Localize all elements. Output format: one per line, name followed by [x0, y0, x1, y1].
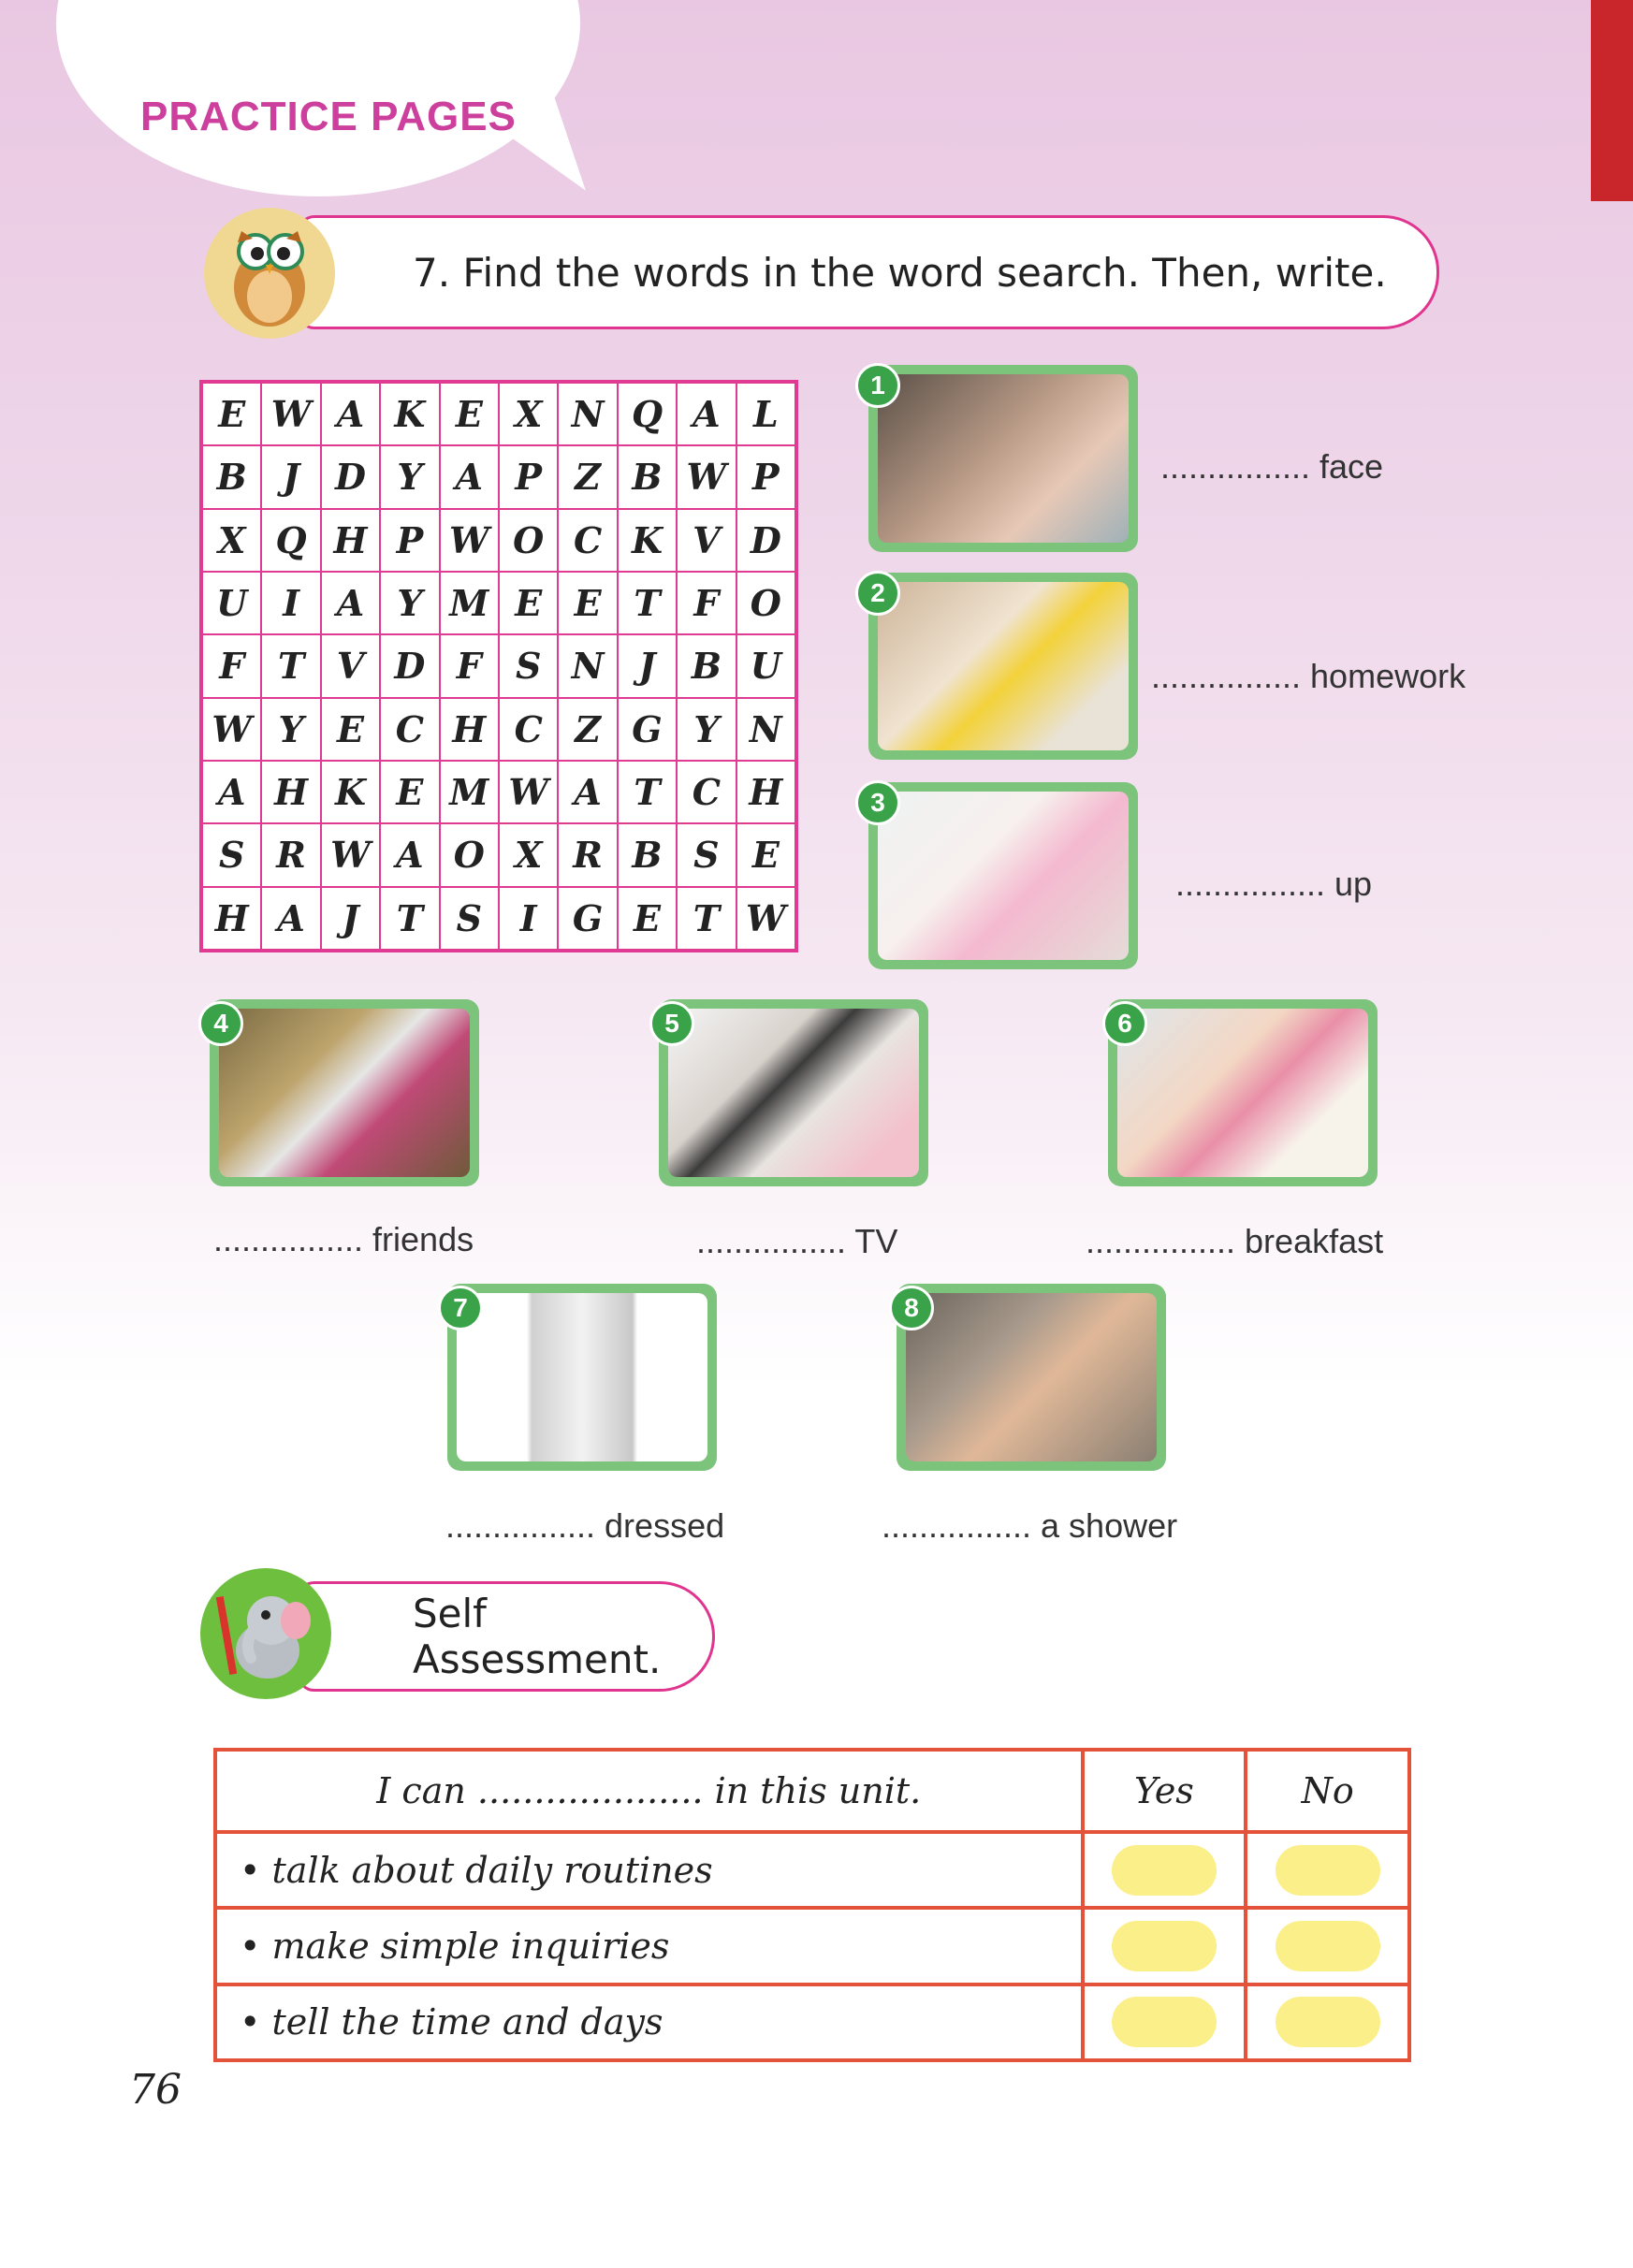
- grid-cell[interactable]: A: [380, 823, 439, 886]
- can-do-statement: • make simple inquiries: [215, 1908, 1083, 1984]
- grid-cell[interactable]: N: [558, 383, 617, 445]
- word-search-grid: [199, 380, 798, 952]
- grid-cell[interactable]: S: [202, 823, 261, 886]
- grid-cell[interactable]: V: [677, 509, 736, 572]
- grid-cell[interactable]: Y: [380, 445, 439, 508]
- grid-cell[interactable]: H: [202, 887, 261, 950]
- item-number-badge: 4: [198, 1001, 243, 1046]
- item-number-badge: 8: [889, 1286, 934, 1330]
- photo-card-5: [659, 999, 928, 1186]
- grid-cell[interactable]: S: [677, 823, 736, 886]
- photo-card-3: [868, 782, 1138, 969]
- grid-cell[interactable]: Z: [558, 445, 617, 508]
- grid-cell[interactable]: A: [677, 383, 736, 445]
- grid-cell[interactable]: C: [558, 509, 617, 572]
- photo-card-1: [868, 365, 1138, 552]
- photo-card-2: [868, 573, 1138, 760]
- grid-cell[interactable]: T: [618, 761, 677, 823]
- grid-cell[interactable]: K: [321, 761, 380, 823]
- grid-cell[interactable]: S: [499, 634, 558, 697]
- grid-cell[interactable]: M: [440, 761, 499, 823]
- caption-3: ................ up: [1175, 865, 1373, 903]
- page-title: PRACTICE PAGES: [140, 94, 517, 139]
- item-number-badge: 5: [649, 1001, 694, 1046]
- grid-cell[interactable]: W: [202, 698, 261, 761]
- girl-waking-up-photo: [878, 792, 1129, 960]
- grid-cell[interactable]: B: [618, 823, 677, 886]
- grid-cell[interactable]: A: [261, 887, 320, 950]
- task7-instruction-banner: [298, 215, 1439, 329]
- caption-7: ................ dressed: [445, 1506, 725, 1545]
- grid-cell[interactable]: Z: [558, 698, 617, 761]
- side-tab-marker: [1591, 0, 1633, 201]
- photo-card-7: [447, 1284, 717, 1471]
- grid-cell[interactable]: R: [261, 823, 320, 886]
- self-assessment-title: Self Assessment.: [413, 1591, 662, 1682]
- item-number-badge: 2: [855, 571, 900, 616]
- owl-icon: [204, 208, 335, 339]
- grid-cell[interactable]: T: [677, 887, 736, 950]
- grid-cell[interactable]: W: [677, 445, 736, 508]
- item-number-badge: 7: [438, 1286, 483, 1330]
- grid-cell[interactable]: T: [618, 572, 677, 634]
- grid-cell[interactable]: K: [380, 383, 439, 445]
- grid-cell[interactable]: B: [618, 445, 677, 508]
- grid-cell[interactable]: L: [736, 383, 795, 445]
- table-header-row: [215, 1750, 1409, 1832]
- can-do-statement: • tell the time and days: [215, 1985, 1083, 2060]
- self-assessment-banner: [298, 1581, 715, 1692]
- grid-cell[interactable]: Y: [677, 698, 736, 761]
- grid-cell[interactable]: E: [380, 761, 439, 823]
- caption-5: ................ TV: [696, 1222, 898, 1260]
- grid-cell[interactable]: X: [499, 823, 558, 886]
- grid-cell[interactable]: E: [321, 698, 380, 761]
- grid-cell[interactable]: T: [261, 634, 320, 697]
- grid-cell[interactable]: C: [499, 698, 558, 761]
- grid-cell[interactable]: Q: [618, 383, 677, 445]
- table-row: [215, 1832, 1409, 1908]
- grid-cell[interactable]: S: [440, 887, 499, 950]
- boy-taking-shower-photo: [906, 1293, 1157, 1461]
- grid-cell[interactable]: W: [499, 761, 558, 823]
- grid-cell[interactable]: V: [321, 634, 380, 697]
- grid-cell[interactable]: F: [202, 634, 261, 697]
- grid-cell[interactable]: G: [618, 698, 677, 761]
- grid-cell[interactable]: U: [736, 634, 795, 697]
- grid-cell[interactable]: W: [440, 509, 499, 572]
- grid-cell[interactable]: Q: [261, 509, 320, 572]
- grid-cell[interactable]: W: [736, 887, 795, 950]
- self-assessment-table: [213, 1748, 1411, 2062]
- grid-cell[interactable]: O: [440, 823, 499, 886]
- grid-cell[interactable]: H: [321, 509, 380, 572]
- photo-card-4: [210, 999, 479, 1186]
- table-row: [215, 1985, 1409, 2060]
- page-number: 76: [129, 2066, 182, 2114]
- yes-checkbox[interactable]: [1112, 1845, 1217, 1896]
- elephant-icon: [200, 1568, 331, 1699]
- grid-cell[interactable]: W: [321, 823, 380, 886]
- caption-6: ................ breakfast: [1086, 1222, 1384, 1260]
- grid-cell[interactable]: A: [558, 761, 617, 823]
- grid-cell[interactable]: G: [558, 887, 617, 950]
- grid-cell[interactable]: H: [736, 761, 795, 823]
- grid-cell[interactable]: Y: [261, 698, 320, 761]
- grid-cell[interactable]: A: [321, 572, 380, 634]
- grid-cell[interactable]: D: [380, 634, 439, 697]
- grid-cell[interactable]: P: [380, 509, 439, 572]
- grid-cell[interactable]: Y: [380, 572, 439, 634]
- grid-cell[interactable]: F: [677, 572, 736, 634]
- grid-cell[interactable]: N: [736, 698, 795, 761]
- grid-cell[interactable]: I: [261, 572, 320, 634]
- yes-checkbox[interactable]: [1112, 1997, 1217, 2047]
- girl-eating-breakfast-photo: [1117, 1009, 1368, 1177]
- grid-cell[interactable]: J: [321, 887, 380, 950]
- can-do-statement: • talk about daily routines: [215, 1832, 1083, 1908]
- grid-cell[interactable]: W: [261, 383, 320, 445]
- grid-cell[interactable]: C: [380, 698, 439, 761]
- grid-cell[interactable]: J: [261, 445, 320, 508]
- grid-cell[interactable]: P: [736, 445, 795, 508]
- grid-cell[interactable]: A: [440, 445, 499, 508]
- grid-cell[interactable]: X: [202, 509, 261, 572]
- grid-cell[interactable]: E: [202, 383, 261, 445]
- grid-cell[interactable]: N: [558, 634, 617, 697]
- grid-cell[interactable]: E: [736, 823, 795, 886]
- grid-cell[interactable]: M: [440, 572, 499, 634]
- item-number-badge: 3: [855, 780, 900, 825]
- grid-cell[interactable]: F: [440, 634, 499, 697]
- grid-cell[interactable]: B: [677, 634, 736, 697]
- no-checkbox[interactable]: [1276, 1997, 1380, 2047]
- grid-cell[interactable]: D: [736, 509, 795, 572]
- girl-watching-tv-photo: [668, 1009, 919, 1177]
- grid-cell[interactable]: P: [499, 445, 558, 508]
- grid-cell[interactable]: E: [618, 887, 677, 950]
- grid-cell[interactable]: E: [440, 383, 499, 445]
- boys-meeting-friends-photo: [219, 1009, 470, 1177]
- grid-cell[interactable]: I: [499, 887, 558, 950]
- grid-cell[interactable]: H: [440, 698, 499, 761]
- grid-cell[interactable]: C: [677, 761, 736, 823]
- grid-cell[interactable]: O: [736, 572, 795, 634]
- boy-getting-dressed-photo: [457, 1293, 707, 1461]
- girl-washing-face-photo: [878, 374, 1129, 543]
- grid-cell[interactable]: K: [618, 509, 677, 572]
- yes-header: Yes: [1083, 1750, 1247, 1832]
- caption-1: ................ face: [1160, 447, 1384, 486]
- no-checkbox[interactable]: [1276, 1845, 1380, 1896]
- photo-card-6: [1108, 999, 1378, 1186]
- boy-doing-homework-photo: [878, 582, 1129, 750]
- grid-cell[interactable]: H: [261, 761, 320, 823]
- grid-cell[interactable]: U: [202, 572, 261, 634]
- caption-2: ................ homework: [1151, 657, 1466, 695]
- item-number-badge: 6: [1102, 1001, 1147, 1046]
- caption-4: ................ friends: [213, 1220, 474, 1258]
- grid-cell[interactable]: D: [321, 445, 380, 508]
- table-row: [215, 1908, 1409, 1984]
- grid-cell[interactable]: A: [202, 761, 261, 823]
- no-checkbox[interactable]: [1276, 1921, 1380, 1971]
- grid-cell[interactable]: T: [380, 887, 439, 950]
- grid-cell[interactable]: O: [499, 509, 558, 572]
- grid-cell[interactable]: E: [499, 572, 558, 634]
- grid-cell[interactable]: J: [618, 634, 677, 697]
- photo-card-8: [897, 1284, 1166, 1471]
- item-number-badge: 1: [855, 363, 900, 408]
- statement-header: I can .................... in this unit.: [215, 1750, 1083, 1832]
- grid-cell[interactable]: E: [558, 572, 617, 634]
- grid-cell[interactable]: B: [202, 445, 261, 508]
- yes-checkbox[interactable]: [1112, 1921, 1217, 1971]
- task7-instruction: 7. Find the words in the word search. Then, write.: [413, 249, 1387, 296]
- grid-cell[interactable]: X: [499, 383, 558, 445]
- grid-cell[interactable]: A: [321, 383, 380, 445]
- no-header: No: [1246, 1750, 1409, 1832]
- caption-8: ................ a shower: [882, 1506, 1178, 1545]
- grid-cell[interactable]: R: [558, 823, 617, 886]
